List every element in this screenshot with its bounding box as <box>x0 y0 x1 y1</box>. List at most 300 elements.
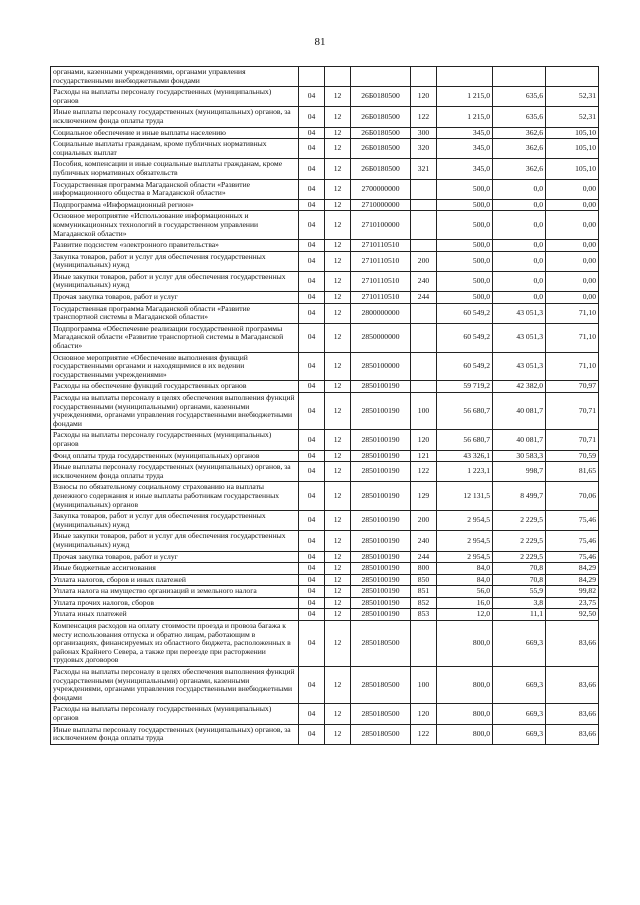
table-row <box>51 724 599 744</box>
cell-section: 04 <box>299 107 325 127</box>
cell-subsection: 12 <box>325 251 351 271</box>
table-row <box>51 159 599 179</box>
cell-actual-amount: 43 051,3 <box>493 303 546 323</box>
cell-section: 04 <box>299 303 325 323</box>
cell-target-article: 2710110510 <box>351 271 411 291</box>
cell-subsection: 12 <box>325 292 351 304</box>
table-row <box>51 211 599 240</box>
table-row <box>51 563 599 575</box>
cell-actual-amount: 669,3 <box>493 724 546 744</box>
cell-planned-amount: 56 680,7 <box>437 393 493 430</box>
cell-target-article: 26Б0180500 <box>351 127 411 139</box>
cell-target-article: 26Б0180500 <box>351 87 411 107</box>
cell-expense-type: 121 <box>411 450 437 462</box>
table-row <box>51 352 599 381</box>
cell-section: 04 <box>299 352 325 381</box>
cell-name: Уплата прочих налогов, сборов <box>51 597 299 609</box>
cell-name: Основное мероприятие «Использование информационных и коммуникационных технологий в государственном управлении Магаданской области» <box>51 211 299 240</box>
table-row <box>51 323 599 352</box>
cell-name: Прочая закупка товаров, работ и услуг <box>51 551 299 563</box>
cell-target-article: 2850000000 <box>351 323 411 352</box>
cell-execution-percent: 70,71 <box>546 393 599 430</box>
cell-subsection: 12 <box>325 574 351 586</box>
cell-target-article: 2850180500 <box>351 724 411 744</box>
table-row <box>51 271 599 291</box>
cell-expense-type: 122 <box>411 462 437 482</box>
cell-target-article: 2710110510 <box>351 292 411 304</box>
cell-section: 04 <box>299 127 325 139</box>
cell-section: 04 <box>299 450 325 462</box>
cell-expense-type <box>411 323 437 352</box>
cell-section: 04 <box>299 724 325 744</box>
cell-target-article: 2710110510 <box>351 240 411 252</box>
cell-expense-type: 122 <box>411 107 437 127</box>
cell-section: 04 <box>299 586 325 598</box>
cell-planned-amount: 345,0 <box>437 159 493 179</box>
cell-actual-amount <box>493 67 546 87</box>
cell-section: 04 <box>299 563 325 575</box>
cell-actual-amount: 70,8 <box>493 574 546 586</box>
cell-section: 04 <box>299 159 325 179</box>
cell-actual-amount: 0,0 <box>493 240 546 252</box>
cell-expense-type: 800 <box>411 563 437 575</box>
cell-target-article: 2850100190 <box>351 609 411 621</box>
table-row <box>51 482 599 511</box>
table-row <box>51 199 599 211</box>
cell-actual-amount: 998,7 <box>493 462 546 482</box>
cell-planned-amount: 12,0 <box>437 609 493 621</box>
cell-name: Иные бюджетные ассигнования <box>51 563 299 575</box>
table-row <box>51 381 599 393</box>
cell-target-article: 2850100190 <box>351 482 411 511</box>
cell-actual-amount: 2 229,5 <box>493 531 546 551</box>
table-row <box>51 303 599 323</box>
table-row <box>51 107 599 127</box>
table-row <box>51 127 599 139</box>
cell-actual-amount: 40 081,7 <box>493 430 546 450</box>
cell-target-article: 2710110510 <box>351 251 411 271</box>
cell-execution-percent: 0,00 <box>546 271 599 291</box>
cell-actual-amount: 70,8 <box>493 563 546 575</box>
cell-subsection: 12 <box>325 450 351 462</box>
cell-target-article: 2850100190 <box>351 430 411 450</box>
table-row <box>51 551 599 563</box>
cell-subsection: 12 <box>325 159 351 179</box>
cell-target-article: 2850100000 <box>351 352 411 381</box>
cell-expense-type: 120 <box>411 87 437 107</box>
cell-section: 04 <box>299 609 325 621</box>
table-row <box>51 251 599 271</box>
table-row <box>51 139 599 159</box>
cell-subsection: 12 <box>325 430 351 450</box>
cell-planned-amount: 2 954,5 <box>437 551 493 563</box>
table-row <box>51 609 599 621</box>
cell-expense-type: 851 <box>411 586 437 598</box>
cell-actual-amount: 8 499,7 <box>493 482 546 511</box>
cell-actual-amount: 362,6 <box>493 127 546 139</box>
cell-target-article: 2850100190 <box>351 511 411 531</box>
cell-subsection: 12 <box>325 551 351 563</box>
cell-execution-percent: 71,10 <box>546 323 599 352</box>
cell-section: 04 <box>299 271 325 291</box>
cell-actual-amount: 635,6 <box>493 87 546 107</box>
cell-expense-type: 120 <box>411 704 437 724</box>
cell-name: органами, казенными учреждениями, органами управления государственными внебюджетными фондами <box>51 67 299 87</box>
cell-section: 04 <box>299 199 325 211</box>
cell-target-article: 2800000000 <box>351 303 411 323</box>
table-row <box>51 511 599 531</box>
table-row <box>51 621 599 667</box>
cell-execution-percent: 105,10 <box>546 139 599 159</box>
cell-planned-amount: 56,0 <box>437 586 493 598</box>
cell-subsection: 12 <box>325 271 351 291</box>
cell-subsection: 12 <box>325 724 351 744</box>
cell-name: Иные закупки товаров, работ и услуг для обеспечения государственных (муниципальных) нужд <box>51 531 299 551</box>
cell-name: Компенсация расходов на оплату стоимости проезда и провоза багажа к месту использования отпуска и обратно лицам, работающим в организациях, финансируемых из областного бюджета, расположенных в районах Крайнего Севера, а также при переезде при расторжении трудовых договоров <box>51 621 299 667</box>
cell-actual-amount: 669,3 <box>493 621 546 667</box>
cell-expense-type: 100 <box>411 393 437 430</box>
cell-planned-amount: 500,0 <box>437 251 493 271</box>
cell-actual-amount: 55,9 <box>493 586 546 598</box>
cell-subsection: 12 <box>325 609 351 621</box>
cell-execution-percent: 71,10 <box>546 352 599 381</box>
cell-planned-amount: 800,0 <box>437 621 493 667</box>
cell-subsection: 12 <box>325 511 351 531</box>
cell-name: Иные выплаты персоналу государственных (муниципальных) органов, за исключением фонда оплаты труда <box>51 462 299 482</box>
cell-execution-percent: 92,50 <box>546 609 599 621</box>
cell-actual-amount: 635,6 <box>493 107 546 127</box>
cell-execution-percent: 0,00 <box>546 251 599 271</box>
cell-section: 04 <box>299 704 325 724</box>
cell-name: Расходы на выплаты персоналу в целях обеспечения выполнения функций государственными (муниципальными) органами, казенными учреждениями, органами управления государственными внебюджетными фондами <box>51 393 299 430</box>
cell-target-article: 2850180500 <box>351 704 411 724</box>
cell-target-article: 2710000000 <box>351 199 411 211</box>
cell-subsection: 12 <box>325 704 351 724</box>
cell-name: Прочая закупка товаров, работ и услуг <box>51 292 299 304</box>
cell-section: 04 <box>299 393 325 430</box>
cell-actual-amount: 0,0 <box>493 251 546 271</box>
cell-section: 04 <box>299 574 325 586</box>
cell-expense-type <box>411 381 437 393</box>
cell-expense-type: 240 <box>411 271 437 291</box>
cell-name: Уплата налогов, сборов и иных платежей <box>51 574 299 586</box>
cell-expense-type: 850 <box>411 574 437 586</box>
cell-actual-amount: 0,0 <box>493 211 546 240</box>
table-row <box>51 462 599 482</box>
cell-target-article: 2850100190 <box>351 574 411 586</box>
table-row <box>51 240 599 252</box>
cell-execution-percent: 71,10 <box>546 303 599 323</box>
cell-section: 04 <box>299 482 325 511</box>
budget-table <box>50 66 599 745</box>
cell-actual-amount: 0,0 <box>493 271 546 291</box>
cell-name: Расходы на обеспечение функций государственных органов <box>51 381 299 393</box>
cell-target-article: 2850100190 <box>351 462 411 482</box>
table-row <box>51 531 599 551</box>
table-row <box>51 292 599 304</box>
cell-section: 04 <box>299 211 325 240</box>
cell-execution-percent: 84,29 <box>546 574 599 586</box>
cell-planned-amount: 500,0 <box>437 240 493 252</box>
cell-planned-amount: 345,0 <box>437 127 493 139</box>
cell-planned-amount: 12 131,5 <box>437 482 493 511</box>
cell-planned-amount: 84,0 <box>437 563 493 575</box>
cell-target-article: 26Б0180500 <box>351 139 411 159</box>
cell-subsection: 12 <box>325 563 351 575</box>
cell-section: 04 <box>299 179 325 199</box>
table-row <box>51 574 599 586</box>
cell-subsection: 12 <box>325 139 351 159</box>
cell-name: Подпрограмма «Обеспечение реализации государственной программы Магаданской области «Развитие транспортной системы в Магаданской области» <box>51 323 299 352</box>
cell-planned-amount: 84,0 <box>437 574 493 586</box>
cell-name: Пособия, компенсации и иные социальные выплаты гражданам, кроме публичных нормативных обязательств <box>51 159 299 179</box>
cell-expense-type: 244 <box>411 292 437 304</box>
cell-target-article <box>351 67 411 87</box>
cell-planned-amount: 500,0 <box>437 211 493 240</box>
cell-planned-amount: 500,0 <box>437 199 493 211</box>
cell-expense-type <box>411 199 437 211</box>
cell-name: Закупка товаров, работ и услуг для обеспечения государственных (муниципальных) нужд <box>51 511 299 531</box>
cell-expense-type <box>411 67 437 87</box>
cell-target-article: 2850100190 <box>351 450 411 462</box>
cell-section: 04 <box>299 139 325 159</box>
cell-name: Социальное обеспечение и иные выплаты населению <box>51 127 299 139</box>
cell-section: 04 <box>299 551 325 563</box>
cell-name: Развитие подсистем «электронного правительства» <box>51 240 299 252</box>
cell-execution-percent: 83,66 <box>546 704 599 724</box>
table-row <box>51 450 599 462</box>
cell-execution-percent <box>546 67 599 87</box>
cell-actual-amount: 2 229,5 <box>493 551 546 563</box>
cell-expense-type: 200 <box>411 251 437 271</box>
cell-name: Основное мероприятие «Обеспечение выполнения функций государственными органами и находящимися в их ведении государственными учреждениями» <box>51 352 299 381</box>
cell-subsection: 12 <box>325 393 351 430</box>
cell-subsection: 12 <box>325 586 351 598</box>
cell-actual-amount: 0,0 <box>493 179 546 199</box>
cell-target-article: 2850100190 <box>351 551 411 563</box>
cell-name: Государственная программа Магаданской области «Развитие транспортной системы в Магаданской области» <box>51 303 299 323</box>
cell-section: 04 <box>299 667 325 704</box>
cell-planned-amount: 345,0 <box>437 139 493 159</box>
cell-name: Иные закупки товаров, работ и услуг для обеспечения государственных (муниципальных) нужд <box>51 271 299 291</box>
cell-target-article: 2850100190 <box>351 393 411 430</box>
cell-planned-amount: 59 719,2 <box>437 381 493 393</box>
cell-target-article: 2850100190 <box>351 531 411 551</box>
cell-expense-type <box>411 211 437 240</box>
cell-expense-type: 320 <box>411 139 437 159</box>
cell-actual-amount: 362,6 <box>493 139 546 159</box>
cell-target-article: 2700000000 <box>351 179 411 199</box>
cell-expense-type: 853 <box>411 609 437 621</box>
cell-expense-type: 129 <box>411 482 437 511</box>
cell-expense-type: 100 <box>411 667 437 704</box>
cell-section: 04 <box>299 531 325 551</box>
cell-actual-amount: 43 051,3 <box>493 352 546 381</box>
cell-subsection: 12 <box>325 597 351 609</box>
cell-execution-percent: 52,31 <box>546 107 599 127</box>
cell-planned-amount: 800,0 <box>437 724 493 744</box>
cell-planned-amount: 1 223,1 <box>437 462 493 482</box>
cell-section: 04 <box>299 381 325 393</box>
cell-expense-type <box>411 240 437 252</box>
cell-execution-percent: 75,46 <box>546 511 599 531</box>
cell-actual-amount: 362,6 <box>493 159 546 179</box>
cell-planned-amount: 800,0 <box>437 667 493 704</box>
cell-execution-percent: 99,82 <box>546 586 599 598</box>
cell-planned-amount: 2 954,5 <box>437 511 493 531</box>
cell-execution-percent: 70,97 <box>546 381 599 393</box>
cell-section: 04 <box>299 621 325 667</box>
cell-subsection: 12 <box>325 199 351 211</box>
cell-planned-amount <box>437 67 493 87</box>
table-row <box>51 667 599 704</box>
cell-execution-percent: 0,00 <box>546 292 599 304</box>
table-row <box>51 179 599 199</box>
cell-execution-percent: 105,10 <box>546 159 599 179</box>
cell-planned-amount: 500,0 <box>437 271 493 291</box>
cell-execution-percent: 75,46 <box>546 551 599 563</box>
cell-planned-amount: 1 215,0 <box>437 87 493 107</box>
cell-execution-percent: 0,00 <box>546 179 599 199</box>
cell-subsection: 12 <box>325 179 351 199</box>
table-row <box>51 586 599 598</box>
cell-actual-amount: 669,3 <box>493 667 546 704</box>
cell-expense-type: 240 <box>411 531 437 551</box>
cell-actual-amount: 40 081,7 <box>493 393 546 430</box>
cell-expense-type: 122 <box>411 724 437 744</box>
cell-execution-percent: 70,71 <box>546 430 599 450</box>
cell-execution-percent: 83,66 <box>546 667 599 704</box>
cell-execution-percent: 70,06 <box>546 482 599 511</box>
cell-actual-amount: 42 382,0 <box>493 381 546 393</box>
cell-section: 04 <box>299 430 325 450</box>
cell-subsection: 12 <box>325 303 351 323</box>
cell-execution-percent: 83,66 <box>546 621 599 667</box>
cell-name: Иные выплаты персоналу государственных (муниципальных) органов, за исключением фонда оплаты труда <box>51 107 299 127</box>
table-row <box>51 704 599 724</box>
cell-name: Уплата налога на имущество организаций и земельного налога <box>51 586 299 598</box>
cell-planned-amount: 56 680,7 <box>437 430 493 450</box>
cell-name: Расходы на выплаты персоналу в целях обеспечения выполнения функций государственными (муниципальными) органами, казенными учреждениями, органами управления государственными внебюджетными фондами <box>51 667 299 704</box>
cell-actual-amount: 0,0 <box>493 199 546 211</box>
cell-subsection: 12 <box>325 107 351 127</box>
cell-subsection: 12 <box>325 87 351 107</box>
table-row <box>51 597 599 609</box>
cell-planned-amount: 500,0 <box>437 292 493 304</box>
cell-planned-amount: 60 549,2 <box>437 352 493 381</box>
cell-expense-type: 244 <box>411 551 437 563</box>
cell-name: Подпрограмма «Информационный регион» <box>51 199 299 211</box>
cell-name: Социальные выплаты гражданам, кроме публичных нормативных социальных выплат <box>51 139 299 159</box>
cell-planned-amount: 2 954,5 <box>437 531 493 551</box>
cell-name: Фонд оплаты труда государственных (муниципальных) органов <box>51 450 299 462</box>
cell-execution-percent: 52,31 <box>546 87 599 107</box>
cell-expense-type <box>411 352 437 381</box>
cell-actual-amount: 3,8 <box>493 597 546 609</box>
cell-actual-amount: 2 229,5 <box>493 511 546 531</box>
cell-expense-type: 321 <box>411 159 437 179</box>
cell-subsection: 12 <box>325 381 351 393</box>
cell-subsection: 12 <box>325 482 351 511</box>
cell-subsection: 12 <box>325 462 351 482</box>
cell-expense-type <box>411 179 437 199</box>
cell-subsection: 12 <box>325 127 351 139</box>
cell-section: 04 <box>299 251 325 271</box>
cell-execution-percent: 83,66 <box>546 724 599 744</box>
table-row <box>51 87 599 107</box>
cell-target-article: 26Б0180500 <box>351 159 411 179</box>
cell-section: 04 <box>299 462 325 482</box>
cell-section: 04 <box>299 323 325 352</box>
cell-execution-percent: 105,10 <box>546 127 599 139</box>
cell-planned-amount: 800,0 <box>437 704 493 724</box>
cell-expense-type <box>411 621 437 667</box>
cell-expense-type: 852 <box>411 597 437 609</box>
cell-actual-amount: 669,3 <box>493 704 546 724</box>
cell-execution-percent: 70,59 <box>546 450 599 462</box>
cell-subsection: 12 <box>325 240 351 252</box>
cell-subsection: 12 <box>325 211 351 240</box>
table-row <box>51 67 599 87</box>
cell-expense-type: 120 <box>411 430 437 450</box>
cell-target-article: 26Б0180500 <box>351 107 411 127</box>
cell-target-article: 2850100190 <box>351 597 411 609</box>
cell-execution-percent: 0,00 <box>546 199 599 211</box>
cell-planned-amount: 60 549,2 <box>437 303 493 323</box>
cell-name: Расходы на выплаты персоналу государственных (муниципальных) органов <box>51 87 299 107</box>
cell-planned-amount: 60 549,2 <box>437 323 493 352</box>
table-row <box>51 393 599 430</box>
cell-target-article: 2850100190 <box>351 563 411 575</box>
cell-planned-amount: 43 326,1 <box>437 450 493 462</box>
cell-execution-percent: 81,65 <box>546 462 599 482</box>
table-row <box>51 430 599 450</box>
cell-target-article: 2850180500 <box>351 667 411 704</box>
cell-actual-amount: 11,1 <box>493 609 546 621</box>
cell-expense-type <box>411 303 437 323</box>
cell-execution-percent: 23,75 <box>546 597 599 609</box>
cell-target-article: 2850100190 <box>351 381 411 393</box>
cell-subsection: 12 <box>325 621 351 667</box>
cell-subsection: 12 <box>325 323 351 352</box>
cell-name: Расходы на выплаты персоналу государственных (муниципальных) органов <box>51 430 299 450</box>
cell-execution-percent: 0,00 <box>546 211 599 240</box>
cell-section <box>299 67 325 87</box>
cell-name: Расходы на выплаты персоналу государственных (муниципальных) органов <box>51 704 299 724</box>
cell-expense-type: 300 <box>411 127 437 139</box>
cell-planned-amount: 16,0 <box>437 597 493 609</box>
cell-subsection: 12 <box>325 352 351 381</box>
cell-section: 04 <box>299 240 325 252</box>
cell-target-article: 2710100000 <box>351 211 411 240</box>
cell-target-article: 2850100190 <box>351 586 411 598</box>
cell-name: Закупка товаров, работ и услуг для обеспечения государственных (муниципальных) нужд <box>51 251 299 271</box>
cell-execution-percent: 0,00 <box>546 240 599 252</box>
cell-execution-percent: 84,29 <box>546 563 599 575</box>
cell-subsection <box>325 67 351 87</box>
cell-name: Иные выплаты персоналу государственных (муниципальных) органов, за исключением фонда оплаты труда <box>51 724 299 744</box>
cell-actual-amount: 43 051,3 <box>493 323 546 352</box>
cell-name: Уплата иных платежей <box>51 609 299 621</box>
cell-section: 04 <box>299 511 325 531</box>
cell-execution-percent: 75,46 <box>546 531 599 551</box>
budget-table-body <box>51 67 599 745</box>
cell-section: 04 <box>299 292 325 304</box>
cell-section: 04 <box>299 87 325 107</box>
cell-section: 04 <box>299 597 325 609</box>
cell-planned-amount: 1 215,0 <box>437 107 493 127</box>
cell-target-article: 2850180500 <box>351 621 411 667</box>
